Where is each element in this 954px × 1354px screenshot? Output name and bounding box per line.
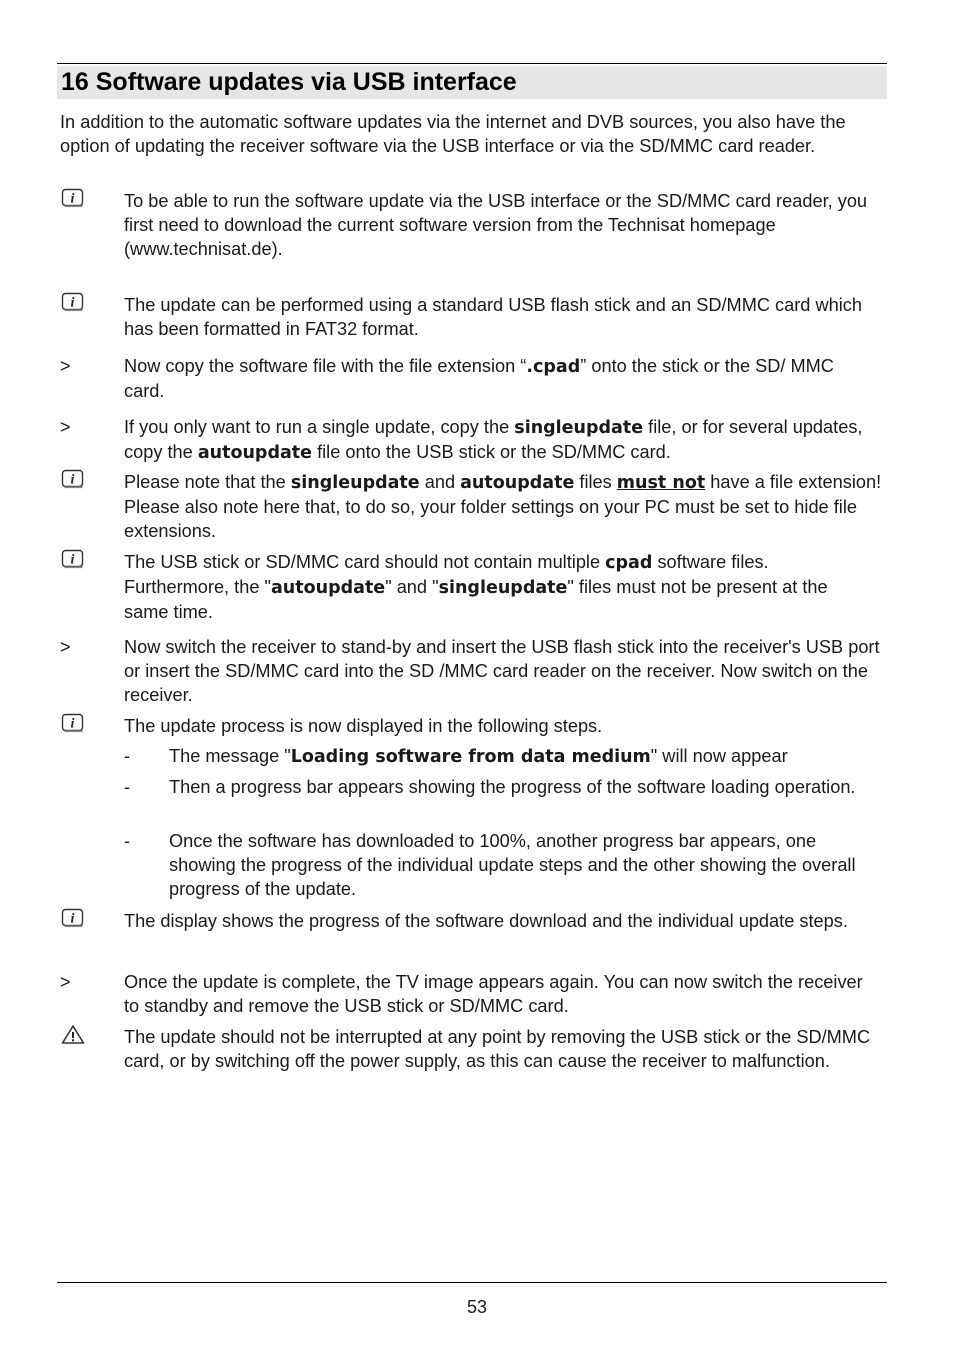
- svg-text:i: i: [70, 472, 75, 488]
- step-insert-stick: Now switch the receiver to stand-by and insert the USB flash stick into the receiver's USB port or insert the SD/MMC card into the SD /MMC card reader on the receiver. Now switch on the receiver.: [124, 637, 880, 705]
- info-icon: [61, 469, 85, 489]
- step-copy-update-file: If you only want to run a single update, copy the singleupdate file, or for several updates, copy the autoupdate file onto the USB stick or the SD/MMC card.: [124, 417, 863, 463]
- substep-second-progress: Once the software has downloaded to 100%, another progress bar appears, one showing the progress of the individual update steps and the other showing the overall progress of the update.: [169, 831, 856, 899]
- dash-marker: -: [124, 831, 130, 851]
- info-paragraph-steps: The update process is now displayed in the following steps.: [124, 716, 603, 736]
- substep-message: The message "Loading software from data medium" will now appear: [169, 746, 788, 767]
- bottom-rule: [57, 1282, 887, 1283]
- svg-text:i: i: [70, 552, 75, 568]
- info-paragraph-download: To be able to run the software update via the USB interface or the SD/MMC card reader, you first need to download the current software version from the Technisat homepage (www.technisat.de).: [124, 191, 868, 259]
- substep-progress-bar: Then a progress bar appears showing the progress of the software loading operation.: [169, 777, 856, 797]
- step-copy-cpad: Now copy the software file with the file extension “.cpad” onto the stick or the SD/ MMC card.: [124, 356, 834, 401]
- info-icon: [61, 188, 85, 208]
- svg-text:i: i: [70, 191, 75, 207]
- top-rule: [57, 63, 887, 64]
- info-icon: [61, 549, 85, 569]
- step-marker: >: [60, 417, 71, 437]
- dash-marker: -: [124, 746, 130, 766]
- svg-text:i: i: [70, 911, 75, 927]
- info-icon: [61, 713, 85, 733]
- info-icon: [61, 908, 85, 928]
- dash-marker: -: [124, 777, 130, 797]
- info-paragraph-no-extension: Please note that the singleupdate and autoupdate files must not have a file extension! Please also note here that, to do so, your folder settings on your PC must be set to hide file extensions.: [124, 472, 882, 541]
- step-update-complete: Once the update is complete, the TV image appears again. You can now switch the receiver to standby and remove the USB stick or SD/MMC card.: [124, 972, 863, 1016]
- page-title: 16 Software updates via USB interface: [61, 68, 517, 96]
- warning-icon: [61, 1024, 85, 1044]
- info-paragraph-multiple-files: The USB stick or SD/MMC card should not contain multiple cpad software files. Furthermore, the "autoupdate" and "singleupdate" files must not be present at the same time.: [124, 552, 828, 622]
- intro-paragraph: In addition to the automatic software updates via the internet and DVB sources, you also have the option of updating the receiver software via the USB interface or via the SD/MMC card reader.: [60, 112, 846, 156]
- svg-text:i: i: [70, 716, 75, 732]
- info-paragraph-display: The display shows the progress of the software download and the individual update steps.: [124, 911, 848, 931]
- step-marker: >: [60, 637, 71, 657]
- info-paragraph-format: The update can be performed using a standard USB flash stick and an SD/MMC card which has been formatted in FAT32 format.: [124, 295, 862, 339]
- step-marker: >: [60, 972, 71, 992]
- step-marker: >: [60, 356, 71, 376]
- svg-text:i: i: [70, 295, 75, 311]
- info-icon: [61, 292, 85, 312]
- warning-paragraph: The update should not be interrupted at any point by removing the USB stick or the SD/MMC card, or by switching off the power supply, as this can cause the receiver to malfunction.: [124, 1027, 871, 1071]
- page-number: 53: [466, 1297, 488, 1317]
